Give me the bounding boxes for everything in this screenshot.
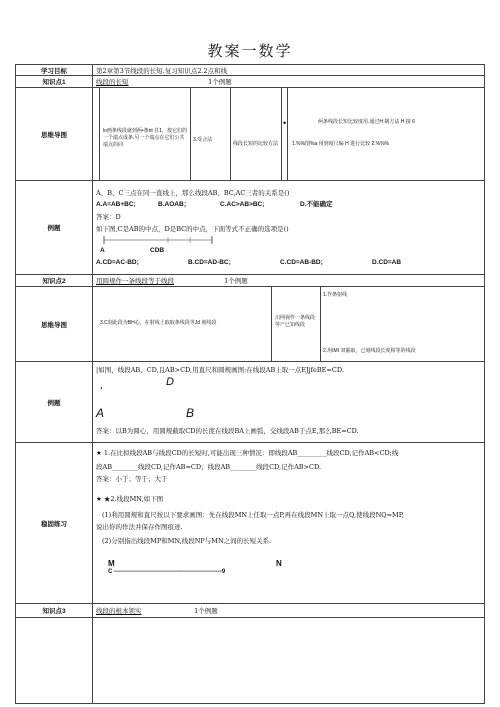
page-title: 教案一数学 <box>207 42 293 60</box>
mindmap1-star: • <box>283 118 287 128</box>
objective-text: 第2章第3节线段的长短.复习知识点2.2点和线 <box>93 65 485 76</box>
mindmap2-row <box>16 287 485 362</box>
example1-row <box>16 181 485 275</box>
mindmap2-col2 <box>271 287 321 361</box>
example2-fig-dot: , <box>100 380 104 391</box>
example1-q2-option-a: A.CD=AC-BD; <box>96 258 139 266</box>
mindmap1-row <box>16 88 485 181</box>
example2-fig-d: D <box>166 376 174 388</box>
example1-q2-option-b: B.CD=AD-BC; <box>188 258 231 266</box>
example1-q1-options <box>96 199 481 211</box>
kp2-topic: 用圆规作一条线段等于线段 <box>96 277 174 285</box>
blank-label-cell <box>16 618 93 704</box>
example2-fig-b: B <box>186 406 195 420</box>
example1-cell <box>93 181 485 275</box>
example2-answer: 答案：以B为圆心，用圆规截取CD的长度在线段BA上画弧，交线段AB于点E,那么BE=CD. <box>96 427 359 435</box>
kp1-count: 1个例题 <box>208 78 232 86</box>
example2-row <box>16 362 485 443</box>
practice-p1-answer: 答案：小于；等于；大于 <box>96 475 168 483</box>
example1-q2-option-d: D.CD=AB <box>372 258 402 266</box>
example1-figure-labels <box>96 245 481 257</box>
kp3-count: 1个例题 <box>194 607 218 615</box>
practice-row <box>16 443 485 604</box>
kp2-row <box>16 275 485 287</box>
practice-p2-q1-line2: 说出你的作法并保存作图痕迹. <box>96 523 183 531</box>
kp3-row <box>16 604 485 618</box>
practice-cell <box>93 443 485 604</box>
example2-fig-a: A <box>96 406 105 420</box>
mindmap1-col3 <box>230 88 282 180</box>
mindmap2-label: 思维导图 <box>16 287 93 362</box>
mindmap1-label: 思维导图 <box>16 88 93 181</box>
example1-q1-option-a: A.A=AB+BC; <box>96 200 136 208</box>
lesson-plan-table <box>15 64 485 704</box>
practice-label: 稳固练习 <box>16 443 93 604</box>
mindmap2-node4: 2.用IMI 双霰取，已刻线段长度相等的线段 <box>323 348 416 354</box>
practice-p1-line1 <box>96 447 398 460</box>
mindmap1-col4 <box>287 88 478 180</box>
mindmap1-col1 <box>99 88 191 180</box>
kp1-cell <box>93 76 485 88</box>
mindmap1-node4: 两条线段长短比较度用.通过H 制方法 H 接 6 <box>318 119 415 125</box>
practice-p2-q2: (2)分别指出线段MP和MN,线段NP与MN之间的长短关系. <box>102 537 272 545</box>
example1-q1: A、B、C三点在同一直线上，那么线段AB、BC,AC三者的关系是() <box>96 188 290 197</box>
kp2-cell <box>93 275 485 287</box>
example1-q2: 如下图,C是AB的中点，D是BC的中点，下面等式不正确的选项是() <box>96 224 289 233</box>
objective-label: 学习目标 <box>16 65 93 76</box>
practice-p2-q1-line1: (1)利用圆规和直尺按以下要求画图：先在线段MN上任取一点P,再在线段MN上取一点Q,使线段NQ=MP, <box>102 511 404 519</box>
example1-q1-answer: 答案：D <box>96 212 121 221</box>
practice-fig-n: N <box>276 559 282 568</box>
mindmap1-node1: lo画条线段就到两•条nt 任1，按它们的一个端点成条.另一个端点在它们公共端点的同 <box>103 128 187 148</box>
mindmap2-node1: 3.C刻此段为BH心，在射线上取取条线段等Jd 刻线段 <box>100 320 217 326</box>
objective-row <box>16 65 485 76</box>
mindmap1-node2: 3.受合法 <box>193 137 213 143</box>
practice-p2-title <box>96 493 163 506</box>
mindmap1-node5: 1.%%图%a 用到度尺编 H 进行比较 2.%%% <box>292 141 389 147</box>
example1-segment-figure <box>102 235 242 245</box>
kp1-row <box>16 76 485 88</box>
kp2-label: 知识点2 <box>16 275 93 287</box>
practice-p2-title-text: ★2.线段MN,如下图 <box>103 495 164 503</box>
kp3-topic: 线段的根本领实 <box>96 607 142 615</box>
mindmap2-node3: 1.作条射线 <box>323 292 348 298</box>
example1-label: 例题 <box>16 181 93 275</box>
kp3-cell <box>93 604 485 618</box>
example2-label: 例题 <box>16 362 93 443</box>
blank-content-cell <box>93 618 485 704</box>
example1-figure-left: A <box>100 246 105 254</box>
example1-q1-option-d: D.不能确定 <box>300 200 333 208</box>
blank-row <box>16 618 485 704</box>
kp2-count: 1个例题 <box>224 277 248 285</box>
example1-q2-option-c: C.CD=AB-BD; <box>280 258 323 266</box>
mindmap1-node3: 线段长短的比较方法 <box>233 141 279 147</box>
example2-question: |如图，线段AB、CD,且AB>CD,用直尺和圆规画图:在线段AB上取一点EJjfeBE=CD. <box>96 366 344 374</box>
mindmap2-node2: 川网视作一条线段等产已知线段 <box>275 315 316 328</box>
practice-fig-m: M <box>108 559 115 568</box>
kp1-topic: 线段的长短 <box>96 78 129 86</box>
example1-figure-right: CDB <box>150 246 165 254</box>
kp3-label: 知识点3 <box>16 604 93 618</box>
mindmap2-cell <box>93 287 485 362</box>
practice-fig-line: C ------------------------------------------------------9 <box>108 569 226 575</box>
practice-p1-line1-text: 1.在比拟线段AB与线段CD的长短时,可能出现三种情况：即线段AB_________线段CD,记作AB<CD;线 <box>103 449 399 457</box>
example1-q2-options <box>96 257 481 269</box>
mindmap1-cell <box>93 88 485 181</box>
practice-star-icon: ★ <box>96 496 102 503</box>
example1-q1-option-b: B.AOAB； <box>158 200 191 208</box>
kp1-label: 知识点1 <box>16 76 93 88</box>
example2-cell <box>93 362 485 443</box>
practice-p1-line2: 段AB________线段CD,记作AB=CD；线段AB________线段CD,记作AB>CD. <box>96 463 322 471</box>
example1-q1-option-c: C.AC>AB>BC; <box>220 200 265 208</box>
practice-star-icon: ★ <box>96 450 102 457</box>
